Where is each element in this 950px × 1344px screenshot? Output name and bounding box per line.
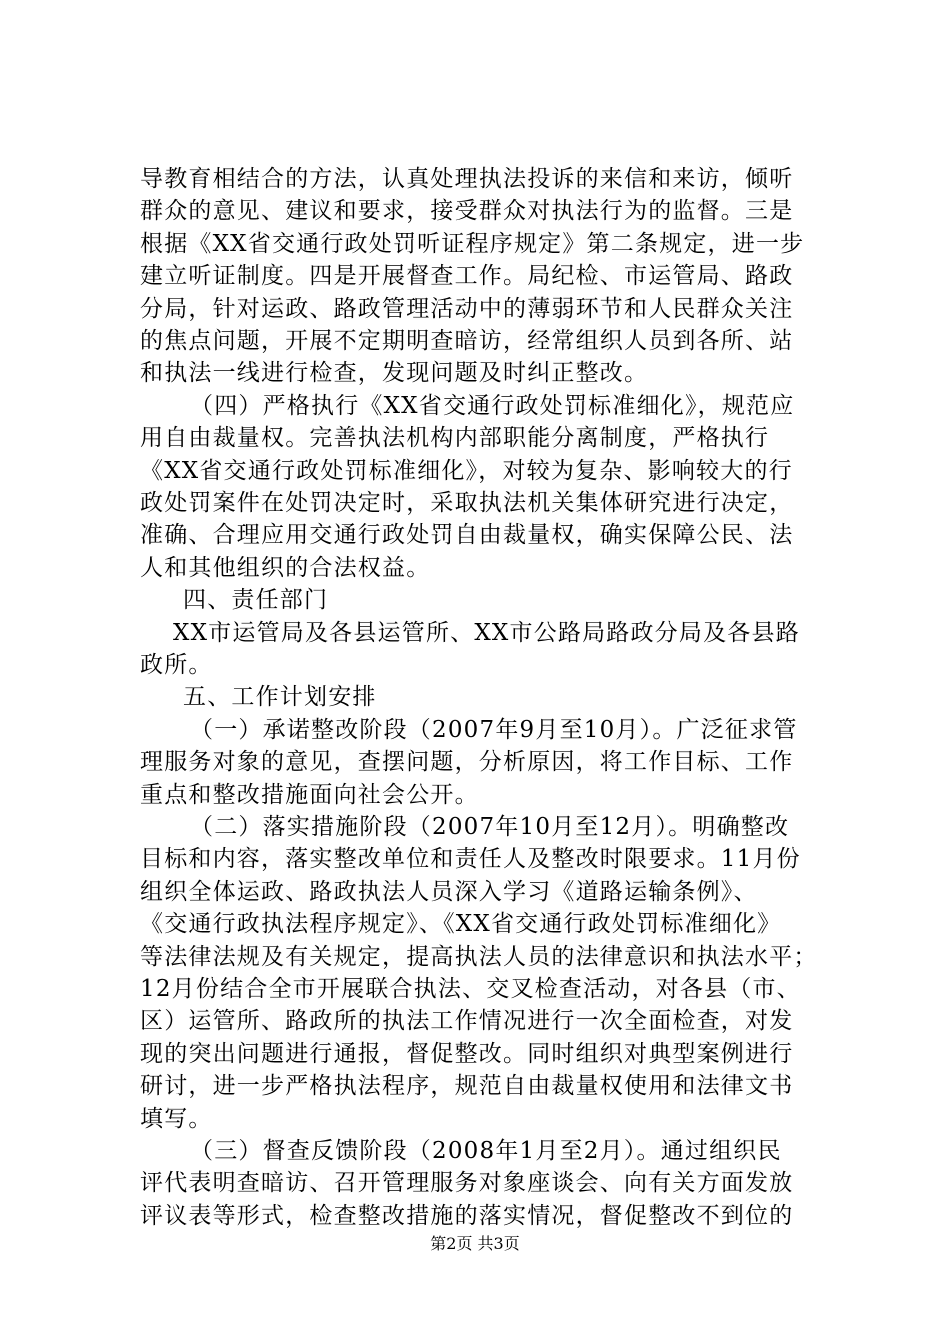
text-line: 评代表明查暗访、召开管理服务对象座谈会、向有关方面发放 [140,1170,794,1197]
text-line: 五、工作计划安排 [183,684,377,711]
text-line: 研讨，进一步严格执法程序，规范自由裁量权使用和法律文书 [140,1073,794,1100]
text-line: 目标和内容，落实整改单位和责任人及整改时限要求。11月份 [140,846,801,873]
text-line: XX市运管局及各县运管所、XX市公路局路政分局及各县路 [173,619,800,646]
text-line: （三）督查反馈阶段（2008年1月至2月）。通过组织民 [190,1138,782,1164]
text-line: 用自由裁量权。完善执法机构内部职能分离制度，严格执行 [140,425,770,452]
text-line: 评议表等形式，检查整改措施的落实情况，督促整改不到位的 [140,1202,794,1229]
text-line: 群众的意见、建议和要求，接受群众对执法行为的监督。三是 [140,198,794,225]
text-line: 建立听证制度。四是开展督查工作。局纪检、市运管局、路政 [140,263,794,290]
text-line: 填写。 [140,1105,213,1132]
text-line: 区）运管所、路政所的执法工作情况进行一次全面检查，对发 [140,1008,794,1035]
text-line: 四、责任部门 [183,587,329,614]
text-line: 根据《XX省交通行政处罚听证程序规定》第二条规定，进一步 [140,230,805,257]
text-line: 理服务对象的意见，查摆问题，分析原因，将工作目标、工作 [140,749,794,776]
text-line: 重点和整改措施面向社会公开。 [140,781,479,808]
text-line: 《XX省交通行政处罚标准细化》，对较为复杂、影响较大的行 [140,457,793,484]
text-line: 导教育相结合的方法，认真处理执法投诉的来信和来访，倾听 [140,166,794,192]
text-line: （一）承诺整改阶段（2007年9月至10月）。广泛征求管 [190,716,798,743]
text-line: 政所。 [140,652,213,678]
text-line: 《交通行政执法程序规定》、《XX省交通行政处罚标准细化》 [140,911,782,938]
text-line: 政处罚案件在处罚决定时，采取执法机关集体研究进行决定， [140,490,794,516]
text-line: 准确、合理应用交通行政处罚自由裁量权，确实保障公民、法 [140,522,794,549]
text-line: 的焦点问题，开展不定期明查暗访，经常组织人员到各所、站 [140,328,794,354]
text-line: 分局，针对运政、路政管理活动中的薄弱环节和人民群众关注 [140,295,794,322]
text-line: （二）落实措施阶段（2007年10月至12月）。明确整改 [190,814,790,840]
text-line: 等法律法规及有关规定，提高执法人员的法律意识和执法水平； [140,943,818,970]
text-line: 组织全体运政、路政执法人员深入学习《道路运输条例》、 [140,878,758,905]
text-line: 现的突出问题进行通报，督促整改。同时组织对典型案例进行 [140,1040,794,1067]
text-line: （四）严格执行《XX省交通行政处罚标准细化》，规范应 [190,392,795,419]
page-footer: 第2页 共3页 [430,1234,520,1253]
text-line: 人和其他组织的合法权益。 [140,554,431,581]
text-line: 12月份结合全市开展联合执法、交叉检查活动，对各县（市、 [140,976,801,1002]
text-line: 和执法一线进行检查，发现问题及时纠正整改。 [140,360,649,387]
